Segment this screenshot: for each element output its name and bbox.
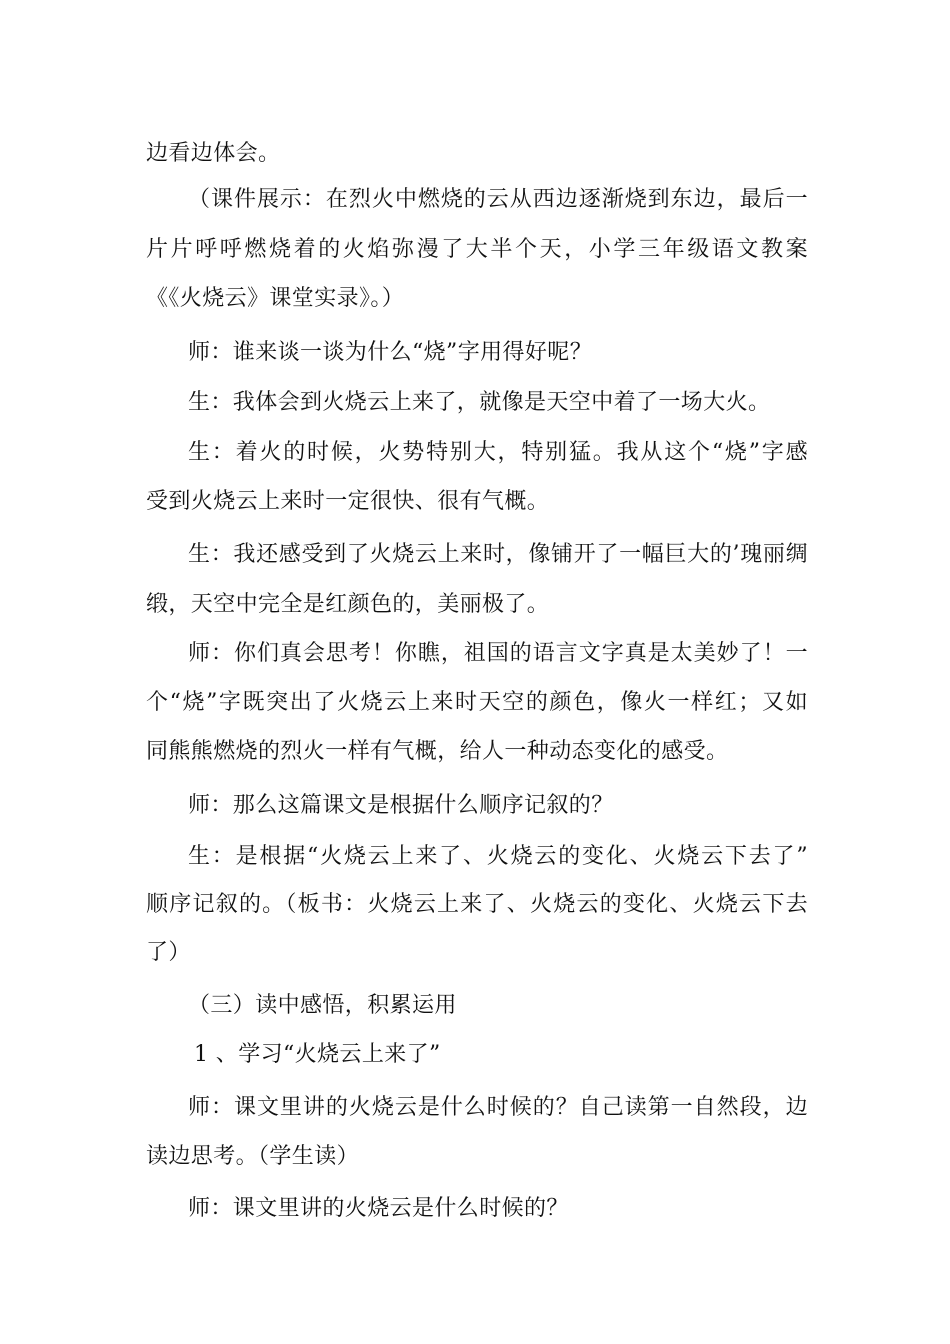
text-line: 师：课文里讲的火烧云是什么时候的？自己读第一自然段，边 (188, 1095, 808, 1120)
text-line: 同熊熊燃烧的烈火一样有气概，给人一种动态变化的感受。 (146, 739, 729, 764)
text-line: 片片呼呼燃烧着的火焰弥漫了大半个天，小学三年级语文教案 (146, 237, 808, 262)
text-line: 个“烧”字既突出了火烧云上来时天空的颜色，像火一样红；又如 (146, 690, 808, 715)
text-line: 缎，天空中完全是红颜色的，美丽极了。 (146, 592, 550, 617)
text-line: 师：那么这篇课文是根据什么顺序记叙的？ (188, 793, 614, 818)
text-line: 生：是根据“火烧云上来了、火烧云的变化、火烧云下去了” (188, 844, 808, 869)
text-line: 生：我还感受到了火烧云上来时，像铺开了一幅巨大的’瑰丽绸 (188, 542, 808, 567)
text-line: 读边思考。（学生读） (146, 1144, 360, 1169)
text-line: 生：着火的时候，火势特别大，特别猛。我从这个“烧”字感 (188, 440, 808, 465)
text-line: 《《火烧云》课堂实录》。） (146, 286, 405, 311)
text-line: 师：课文里讲的火烧云是什么时候的？ (188, 1196, 569, 1221)
text-line: （课件展示：在烈火中燃烧的云从西边逐渐烧到东边，最后一 (188, 187, 808, 212)
text-line: 边看边体会。 (146, 141, 281, 166)
text-line: 受到火烧云上来时一定很快、很有气概。 (146, 489, 550, 514)
text-line: 师：你们真会思考！你瞧，祖国的语言文字真是太美妙了！一 (188, 641, 808, 666)
subsection-heading: 1 、学习“火烧云上来了” (194, 1042, 441, 1067)
text-line: 了） (146, 940, 191, 965)
text-line: 生：我体会到火烧云上来了，就像是天空中着了一场大火。 (188, 390, 771, 415)
text-line: 顺序记叙的。（板书：火烧云上来了、火烧云的变化、火烧云下去 (146, 892, 808, 917)
section-heading: （三）读中感悟，积累运用 (188, 993, 457, 1018)
text-line: 师：谁来谈一谈为什么“烧”字用得好呢？ (188, 340, 593, 365)
